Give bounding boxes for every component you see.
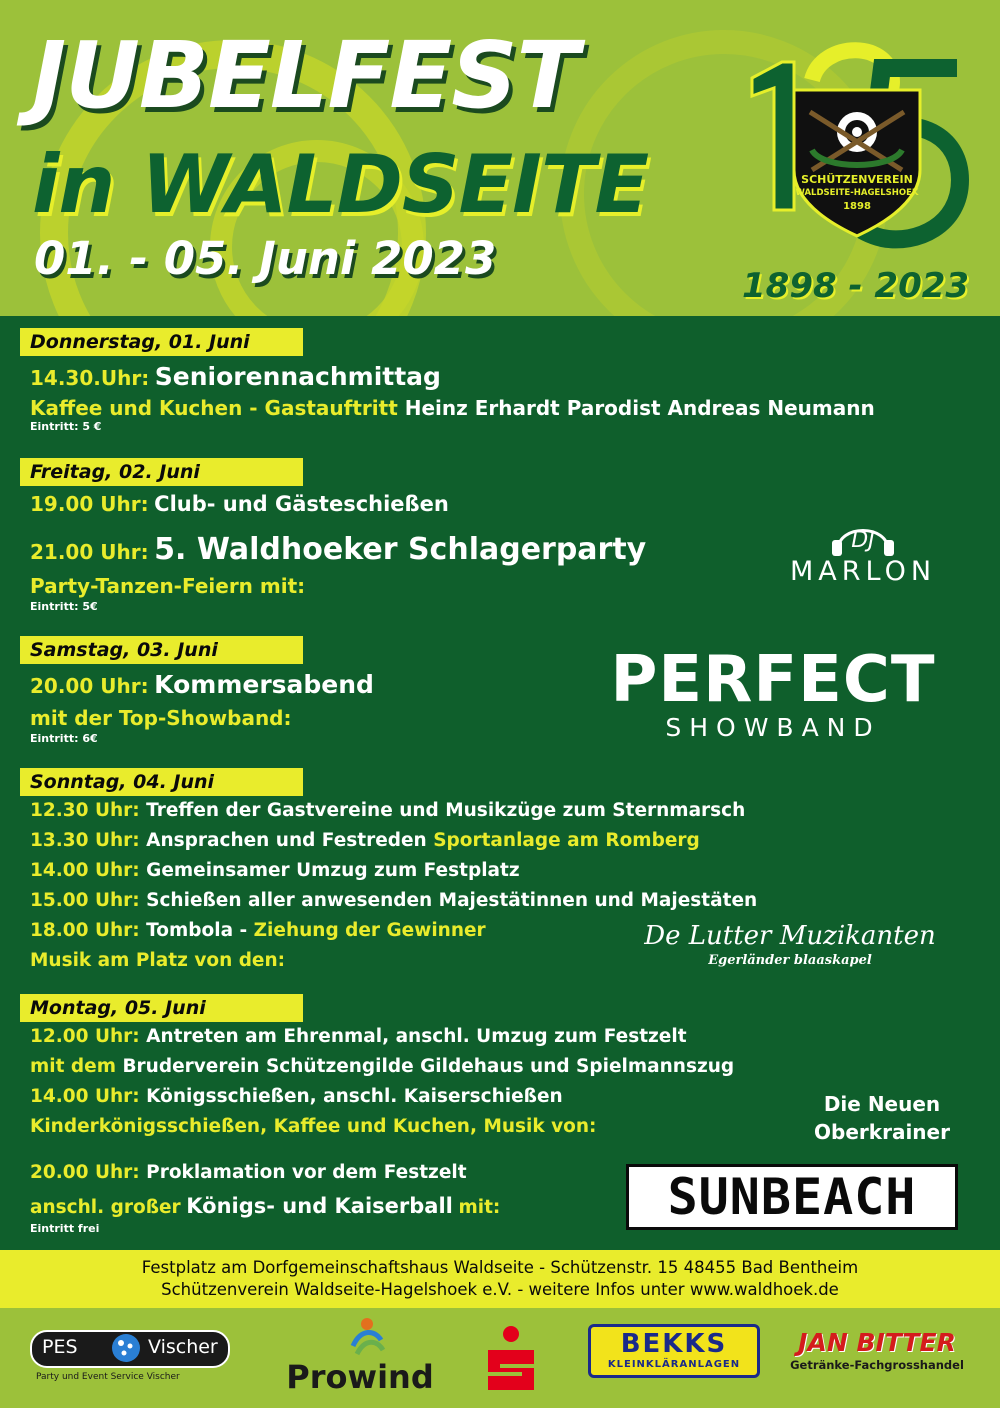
monday-row-1: 12.00 Uhr: Antreten am Ehrenmal, anschl. Umzug zum Festzelt [30, 1026, 687, 1047]
sponsor-jan-bitter: JAN BITTER Getränke-Fachgrosshandel [790, 1328, 964, 1372]
friday-row-2: 21.00 Uhr: 5. Waldhoeker Schlagerparty [30, 532, 647, 567]
sparkasse-logo-icon [478, 1324, 544, 1394]
entry-fee: Eintritt: 6€ [30, 732, 98, 745]
emblem-sub-text: WALDSEITE-HAGELSHOEK [795, 188, 919, 198]
event-title: Seniorennachmittag [154, 362, 441, 391]
emblem-year: 1898 [843, 201, 871, 212]
sunday-row-3: 14.00 Uhr: Gemeinsamer Umzug zum Festplatz [30, 860, 520, 881]
title-line-1: JUBELFEST [32, 22, 579, 129]
emblem-arc-text: SCHÜTZENVEREIN [801, 173, 913, 186]
sponsor-strip [0, 1308, 1000, 1408]
jubilee-years: 1898 - 2023 [742, 266, 970, 306]
entry-fee: Eintritt: 5 € [30, 420, 102, 433]
title-line-2: in WALDSEITE [32, 138, 649, 231]
sunday-row-1: 12.30 Uhr: Treffen der Gastvereine und Musikzüge zum Sternmarsch [30, 800, 746, 821]
thursday-row-1 [30, 362, 441, 391]
perfect-showband-logo: PERFECT SHOWBAND [610, 643, 936, 742]
monday-row-4: Kinderkönigsschießen, Kaffee und Kuchen, Musik von: [30, 1116, 597, 1137]
day-label-monday: Montag, 05. Juni [20, 994, 303, 1022]
venue-info-bar [0, 1250, 1000, 1308]
entry-fee: Eintritt frei [30, 1222, 100, 1235]
neue-oberkrainer-logo: Die Neuen Oberkrainer [814, 1092, 950, 1144]
monday-row-6: anschl. großer Königs- und Kaiserball mit: [30, 1194, 501, 1218]
friday-row-1: 19.00 Uhr: Club- und Gästeschießen [30, 492, 449, 516]
sunday-row-6: Musik am Platz von den: [30, 950, 286, 971]
sunday-row-4: 15.00 Uhr: Schießen aller anwesenden Majestätinnen und Majestäten [30, 890, 758, 911]
event-dates: 01. - 05. Juni 2023 [34, 232, 497, 285]
day-label-friday: Freitag, 02. Juni [20, 458, 303, 486]
monday-row-2: mit dem Bruderverein Schützengilde Gildehaus und Spielmannszug [30, 1056, 735, 1077]
jubilee-emblem [742, 20, 972, 260]
saturday-row-2: mit der Top-Showband: [30, 706, 292, 730]
sunday-row-5: 18.00 Uhr: Tombola - Ziehung der Gewinner [30, 920, 486, 941]
sunday-row-2: 13.30 Uhr: Ansprachen und Festreden Sportanlage am Romberg [30, 830, 700, 851]
disco-ball-icon [110, 1332, 142, 1364]
venue-address: Festplatz am Dorfgemeinschaftshaus Waldseite - Schützenstr. 15 48455 Bad Bentheim [141, 1258, 859, 1277]
poster-header [0, 0, 1000, 316]
lutter-muzikanten-logo: De Lutter Muzikanten Egerländer blaaskapel [644, 921, 936, 968]
sponsor-prowind: Prowind [275, 1316, 445, 1400]
day-label-saturday: Samstag, 03. Juni [20, 636, 303, 664]
sponsor-bekks: BEKKS KLEINKLÄRANLAGEN [588, 1324, 760, 1378]
club-info: Schützenverein Waldseite-Hagelshoek e.V. - weitere Infos unter www.waldhoek.de [161, 1280, 839, 1299]
friday-row-3: Party-Tanzen-Feiern mit: [30, 574, 306, 598]
saturday-row-1: 20.00 Uhr: Kommersabend [30, 670, 374, 699]
sunbeach-logo: SUNBEACH [626, 1164, 958, 1230]
thursday-row-2: Kaffee und Kuchen - Gastauftritt Heinz Erhardt Parodist Andreas Neumann [30, 396, 875, 420]
entry-fee: Eintritt: 5€ [30, 600, 98, 613]
time: 14.30.Uhr: [30, 366, 150, 390]
sponsor-pes-vischer: PES Vischer Party und Event Service Vischer [30, 1330, 230, 1390]
program-area [0, 316, 1000, 1250]
day-label-sunday: Sonntag, 04. Juni [20, 768, 303, 796]
day-label-thursday: Donnerstag, 01. Juni [20, 328, 303, 356]
monday-row-5: 20.00 Uhr: Proklamation vor dem Festzelt [30, 1162, 467, 1183]
prowind-figure-icon [347, 1316, 387, 1356]
monday-row-3: 14.00 Uhr: Königsschießen, anschl. Kaiserschießen [30, 1086, 563, 1107]
dj-marlon-logo: DJ MARLON [768, 516, 958, 590]
